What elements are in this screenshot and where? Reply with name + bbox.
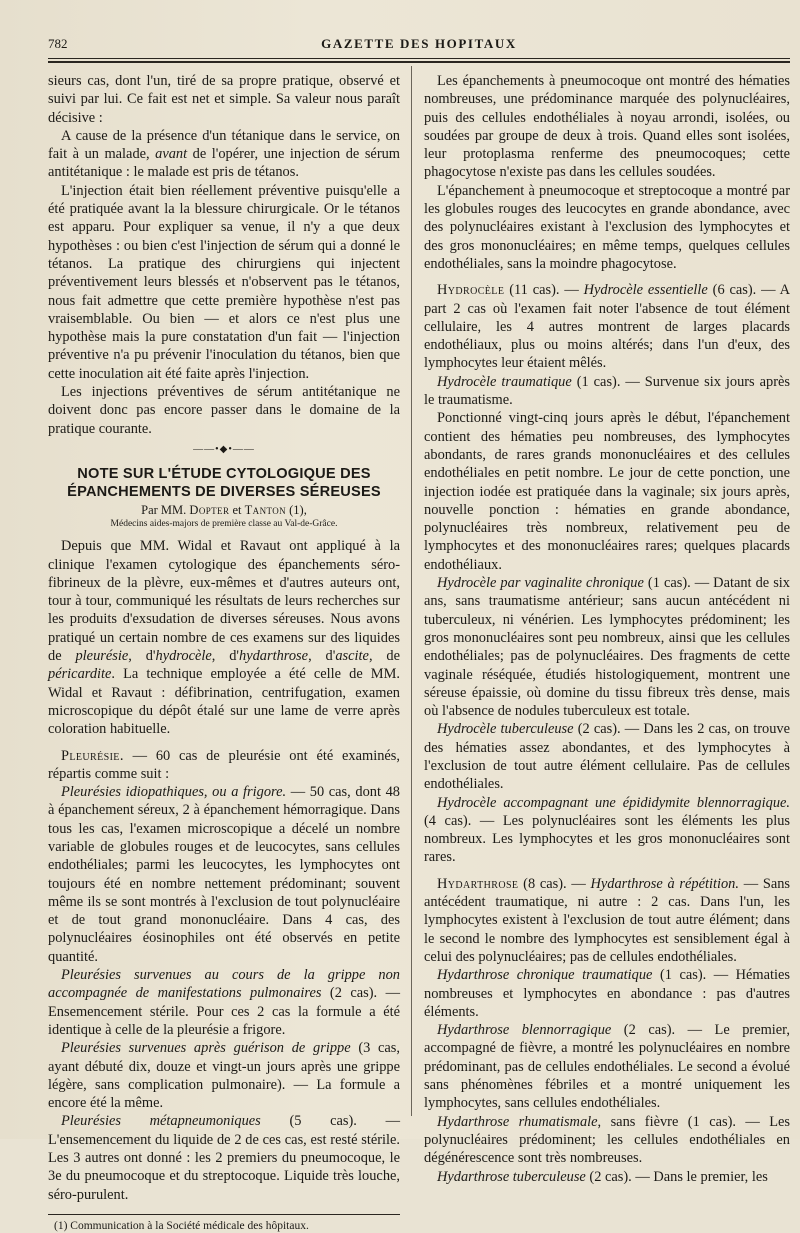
- footnote: (1) Communication à la Société médicale des hôpitaux.: [54, 1219, 309, 1232]
- paragraph: Pleurésies survenues au cours de la grippe non accompagnée de manifestations pulmonaires (2 cas). — Ensemencement stérile. Pour ces 2 cas la formule a été identique à celle de la pleurésie a frigore.: [48, 967, 401, 1038]
- section-heading-hydrocele: Hydrocèle (11 cas). — Hydrocèle essentielle (6 cas). — A part 2 cas où l'examen fait noter l'absence de tout élément cellulaire, les 4 autres montrent de larges placards endothéliaux, plus ou moins altérés; dans l'un d'eux, des lymphocytes leur étaient mêlés.: [424, 282, 790, 372]
- paragraph: Les épanchements à pneumocoque ont montré des hématies nombreuses, une prédominance marquée des polynucléaires, puis des cellules endothéliales à noyau arrondi, isolées, ou soudées par groupe de deux à trois. Quand elles sont isolées, leur protoplasma renferme des pneumocoques; cette phagocytose n'existe pas dans les cellules soudées.: [424, 73, 790, 181]
- paragraph: Pleurésies métapneumoniques (5 cas). — L'ensemencement du liquide de 2 de ces cas, est resté stérile. Les 3 autres ont donné : les 2 premiers du pneumocoque, le 3e du pneumocoque et du streptocoque. Liquide très louche, séro-purulent.: [48, 1113, 400, 1203]
- paragraph: L'épanchement à pneumocoque et streptocoque a montré par les globules rouges des leucocytes en grande abondance, avec des polynucléaires existant à l'exclusion des lymphocytes et des gros mononucléaires; en même temps, quelques cellules endothéliales, sans la moindre phagocytose.: [424, 182, 790, 272]
- paragraph: Hydarthrose blennorragique (2 cas). — Le premier, accompagné de fièvre, a montré les polynucléaires en nombre prédominant, pas de cellules endothéliales. Le second a évolué sans phénomènes fébriles et a montré uniquement les lymphocytes, sans cellules endothéliales.: [424, 1022, 790, 1112]
- author-affiliation: Médecins aides-majors de première classe au Val-de-Grâce.: [110, 519, 338, 530]
- column-divider: [411, 66, 412, 1116]
- section-ornament: ——•◆•——: [193, 443, 255, 455]
- paragraph: Hydarthrose chronique traumatique (1 cas). — Hématies nombreuses et lymphocytes en abondance : pas d'autres éléments.: [424, 967, 790, 1020]
- right-column: [424, 72, 790, 1186]
- paragraph: Hydarthrose tuberculeuse (2 cas). — Dans le premier, les: [437, 1168, 768, 1185]
- article-byline: Par MM. Dopter et Tanton (1),: [141, 503, 307, 518]
- article-title: NOTE SUR L'ÉTUDE CYTOLOGIQUE DES ÉPANCHEMENTS DE DIVERSES SÉREUSES: [67, 466, 381, 501]
- paragraph: Les injections préventives de sérum antitétanique ne doivent donc pas encore passer dans le domaine de la pratique courante.: [48, 384, 400, 437]
- paragraph: Hydarthrose rhumatismale, sans fièvre (1 cas). — Les polynucléaires prédominent; les cellules endothéliales en dégénérescence sont très nombreuses.: [424, 1113, 790, 1167]
- paragraph: Hydrocèle tuberculeuse (2 cas). — Dans les 2 cas, on trouve des hématies assez abondantes, et des lymphocytes à l'exclusion de tout autre élément cellulaire. Pas de cellules endothéliales.: [424, 721, 790, 793]
- paragraph: sieurs cas, dont l'un, tiré de sa propre pratique, observé et suivi par lui. Ce fait est net et simple. Sa valeur nous paraît décisive :: [48, 73, 400, 126]
- paragraph: Hydrocèle par vaginalite chronique (1 cas). — Datant de six ans, sans traumatisme antérieur; sans aucun antécédent ni tuberculeux, ni vénérien. Les lymphocytes prédominent; les gros mononucléaires sont peu nombreux, ainsi que les cellules endothéliales; pas de polynucléaires. Des fragments de cette vaginale réséquée, étudiés histologiquement, montrent une séreuse épaissie, où domine du tissu fibreux très dense, mais où l'absence de nodules tuberculeux est totale.: [424, 575, 790, 720]
- paragraph: Hydrocèle traumatique (1 cas). — Survenue six jours après le traumatisme.: [424, 373, 790, 409]
- paragraph: Pleurésies survenues après guérison de grippe (3 cas, ayant débuté dix, douze et vingt-un jours après une grippe légère, sans complication pulmonaire). — La formule a encore été la même.: [48, 1040, 401, 1112]
- left-column: [48, 72, 400, 1233]
- running-title: GAZETTE DES HOPITAUX: [321, 36, 517, 51]
- header-rule-thick: [48, 61, 790, 63]
- paragraph: Depuis que MM. Widal et Ravaut ont appliqué à la clinique l'examen cytologique des épanchements séro-fibrineux de la plèvre, eux-mêmes et d'autres auteurs ont, tour à tour, communiqué les résultats de leurs recherches sur les produits d'exsudation de diverses séreuses. Nous avons pratiqué un certain nombre de ces examens sur des liquides de pleurésie, d'hydrocèle, d'hydarthrose, d'ascite, de péricardite. La technique employée a été celle de MM. Widal et Ravaut : défibrination, centrifugation, examen microscopique du dépôt étalé sur une lame de verre après coloration habituelle.: [48, 538, 401, 738]
- paragraph: Ponctionné vingt-cinq jours après le début, l'épanchement contient des hématies peu nombreuses, des lymphocytes abondants, de rares grands mononucléaires et des cellules endothéliales en petit nombre. Le jour de cette ponction, une injection iodée est pratiquée dans la vaginale; six jours après, nouvelle ponction : hématies en grande abondance, polynucléaires très nombreux, relativement peu de lymphocytes et des mononucléaires rares; quelques placards endothéliaux.: [424, 410, 790, 573]
- section-heading-pleuresie: Pleurésie. — 60 cas de pleurésie ont été examinés, répartis comme suit :: [48, 747, 400, 782]
- header-rule-thin: [48, 58, 790, 59]
- paragraph: A cause de la présence d'un tétanique dans le service, on fait à un malade, avant de l'opérer, une injection de sérum antitétanique : le malade est pris de tétanos.: [48, 127, 400, 181]
- page-header: [48, 36, 790, 56]
- paragraph: Hydrocèle accompagnant une épididymite blennorragique. (4 cas). — Les polynucléaires sont les éléments les plus nombreux. Les lymphocytes et les gros mononucléaires sont rares.: [424, 794, 790, 866]
- paragraph: Pleurésies idiopathiques, ou a frigore. — 50 cas, dont 48 à épanchement séreux, 2 à épanchement hémorragique. Dans tous les cas, l'examen microscopique a décelé un nombre variable de globules rouges et de leucocytes, sans cellules endothéliales; parmi les leucocytes, les lymphocytes ont toujours été en nombre nettement prédominant; souvent même ils se sont montrés à l'exclusion de tout polynucléaire et de tout grand mononucléaire. Dans 4 cas, des polynucléaires éosinophiles ont été observés en petite quantité.: [48, 784, 401, 965]
- paragraph: L'injection était bien réellement préventive puisqu'elle a été pratiquée avant la la blessure chirurgicale. Or le tétanos est apparu. Pour expliquer sa venue, il n'y a que deux hypothèses : ou bien c'est l'injection de sérum qui a donné le tétanos. La pratique des chirurgiens qui injectent préventivement leurs blessés et n'observent pas le tétanos, nous fait admettre que cette première hypothèse n'est pas vraisemblable. Ou bien — et alors ce n'est plus une hypothèse mais la pure constatation d'un fait — l'injection préventive n'a pu prévenir l'inoculation du tétanos, bien que cette inoculation ait été faite après l'injection.: [48, 182, 400, 382]
- section-heading-hydarthrose: Hydarthrose (8 cas). — Hydarthrose à répétition. — Sans antécédent traumatique, ni autre : 2 cas. Dans l'un, les lymphocytes existent à l'exclusion de tout autre élément; dans le second le nombre des lymphocytes est sensiblement égal à celui des polynucléaires; pas de cellules endothéliales.: [424, 875, 790, 965]
- page-number: 782: [48, 36, 68, 51]
- footnote-rule: [48, 1214, 400, 1215]
